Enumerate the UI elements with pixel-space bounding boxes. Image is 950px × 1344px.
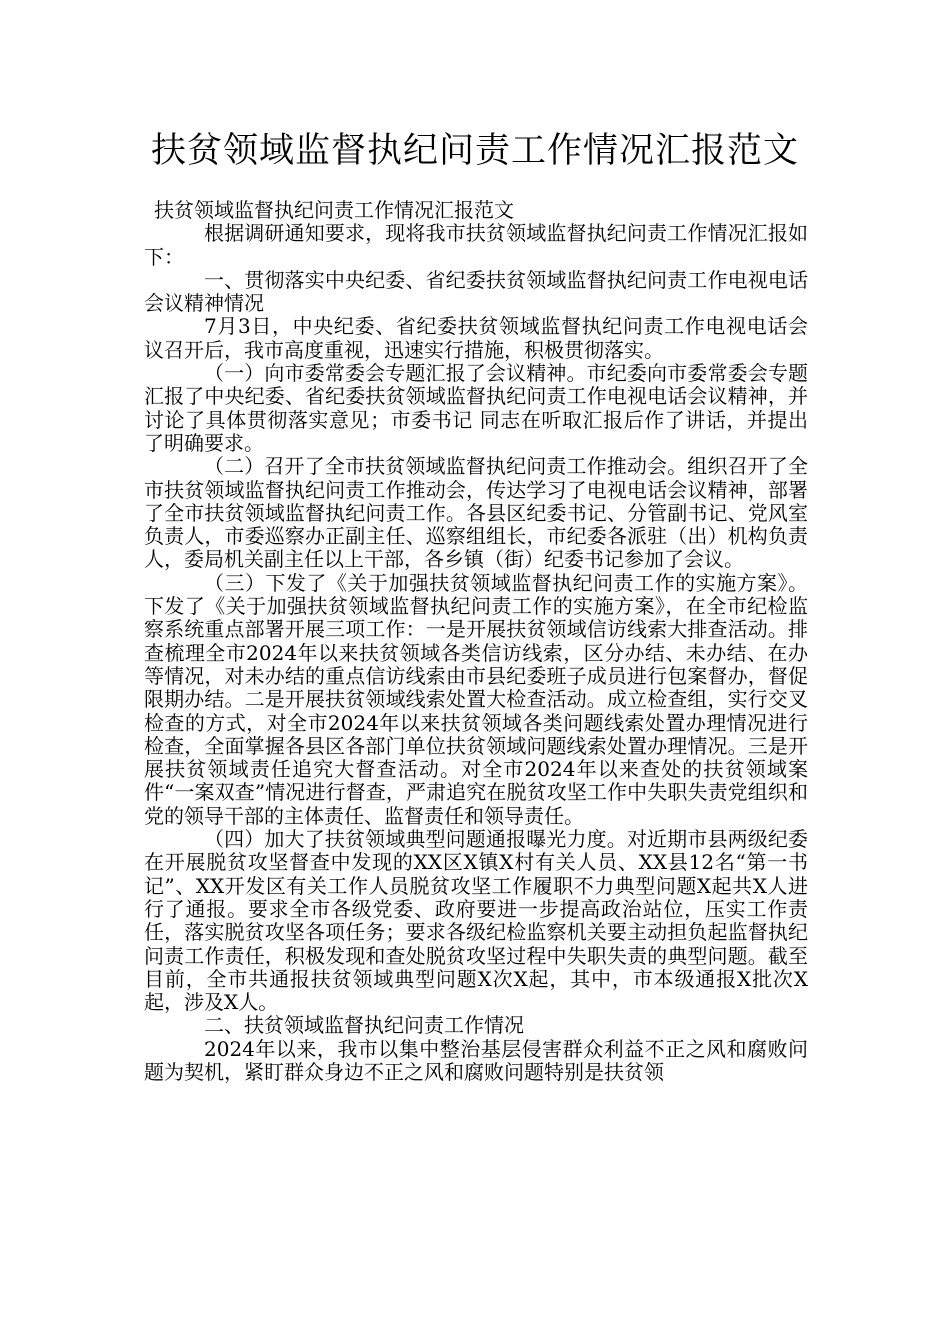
paragraph: （三）下发了《关于加强扶贫领域监督执纪问责工作的实施方案》。下发了《关于加强扶贫领域监督执纪问责工作的实施方案》，在全市纪检监察系统重点部署开展三项工作：一是开展扶贫领域信访线索大排查活动。排查梳理全市2024年以来扶贫领域各类信访线索，区分办结、未办结、在办等情况，对未办结的重点信访线索由市县纪委班子成员进行包案督办，督促限期办结。二是开展扶贫领域线索处置大检查活动。成立检查组，实行交叉检查的方式，对全市2024年以来扶贫领域各类问题线索处置办理情况进行检查，全面掌握各县区各部门单位扶贫领域问题线索处置办理情况。三是开展扶贫领域责任追究大督查活动。对全市2024年以来查处的扶贫领域案件“一案双查”情况进行督查，严肃追究在脱贫攻坚工作中失职失责党组织和党的领导干部的主体责任、监督责任和领导责任。 <box>144 570 808 828</box>
paragraph: （四）加大了扶贫领域典型问题通报曝光力度。对近期市县两级纪委在开展脱贫攻坚督查中发现的XX区X镇X村有关人员、XX县12名“第一书记”、XX开发区有关工作人员脱贫攻坚工作履职不力典型问题X起共X人进行了通报。要求全市各级党委、政府要进一步提高政治站位，压实工作责任，落实脱贫攻坚各项任务；要求各级纪检监察机关要主动担负起监督执纪问责工作责任，积极发现和查处脱贫攻坚过程中失职失责的典型问题。截至目前，全市共通报扶贫领域典型问题X次X起，其中，市本级通报X批次X起，涉及X人。 <box>144 827 808 1015</box>
document-subtitle: 扶贫领域监督执纪问责工作情况汇报范文 <box>154 198 514 222</box>
paragraph-intro: 根据调研通知要求，现将我市扶贫领域监督执纪问责工作情况汇报如下： <box>144 221 808 269</box>
paragraph: （一）向市委常委会专题汇报了会议精神。市纪委向市委常委会专题汇报了中央纪委、省纪委扶贫领域监督执纪问责工作电视电话会议精神，并讨论了具体贯彻落实意见；市委书记 同志在听取汇报后作了讲话，并提出了明确要求。 <box>144 361 808 455</box>
section-heading-1: 一、贯彻落实中央纪委、省纪委扶贫领域监督执纪问责工作电视电话会议精神情况 <box>144 267 808 316</box>
paragraph: 7月3日，中央纪委、省纪委扶贫领域监督执纪问责工作电视电话会议召开后，我市高度重视，迅速实行措施，积极贯彻落实。 <box>144 314 808 362</box>
document-body <box>144 199 808 1084</box>
document-title: 扶贫领域监督执纪问责工作情况汇报范文 <box>150 131 799 171</box>
paragraph: 2024年以来，我市以集中整治基层侵害群众利益不正之风和腐败问题为契机，紧盯群众身边不正之风和腐败问题特别是扶贫领 <box>144 1036 808 1084</box>
section-heading-2: 二、扶贫领域监督执纪问责工作情况 <box>204 1013 524 1038</box>
paragraph: （二）召开了全市扶贫领域监督执纪问责工作推动会。组织召开了全市扶贫领域监督执纪问责工作推动会，传达学习了电视电话会议精神，部署了全市扶贫领域监督执纪问责工作。各县区纪委书记、分管副书记、党风室负责人，市委巡察办正副主任、巡察组组长，市纪委各派驻（出）机构负责人，委局机关副主任以上干部，各乡镇（街）纪委书记参加了会议。 <box>144 454 808 572</box>
